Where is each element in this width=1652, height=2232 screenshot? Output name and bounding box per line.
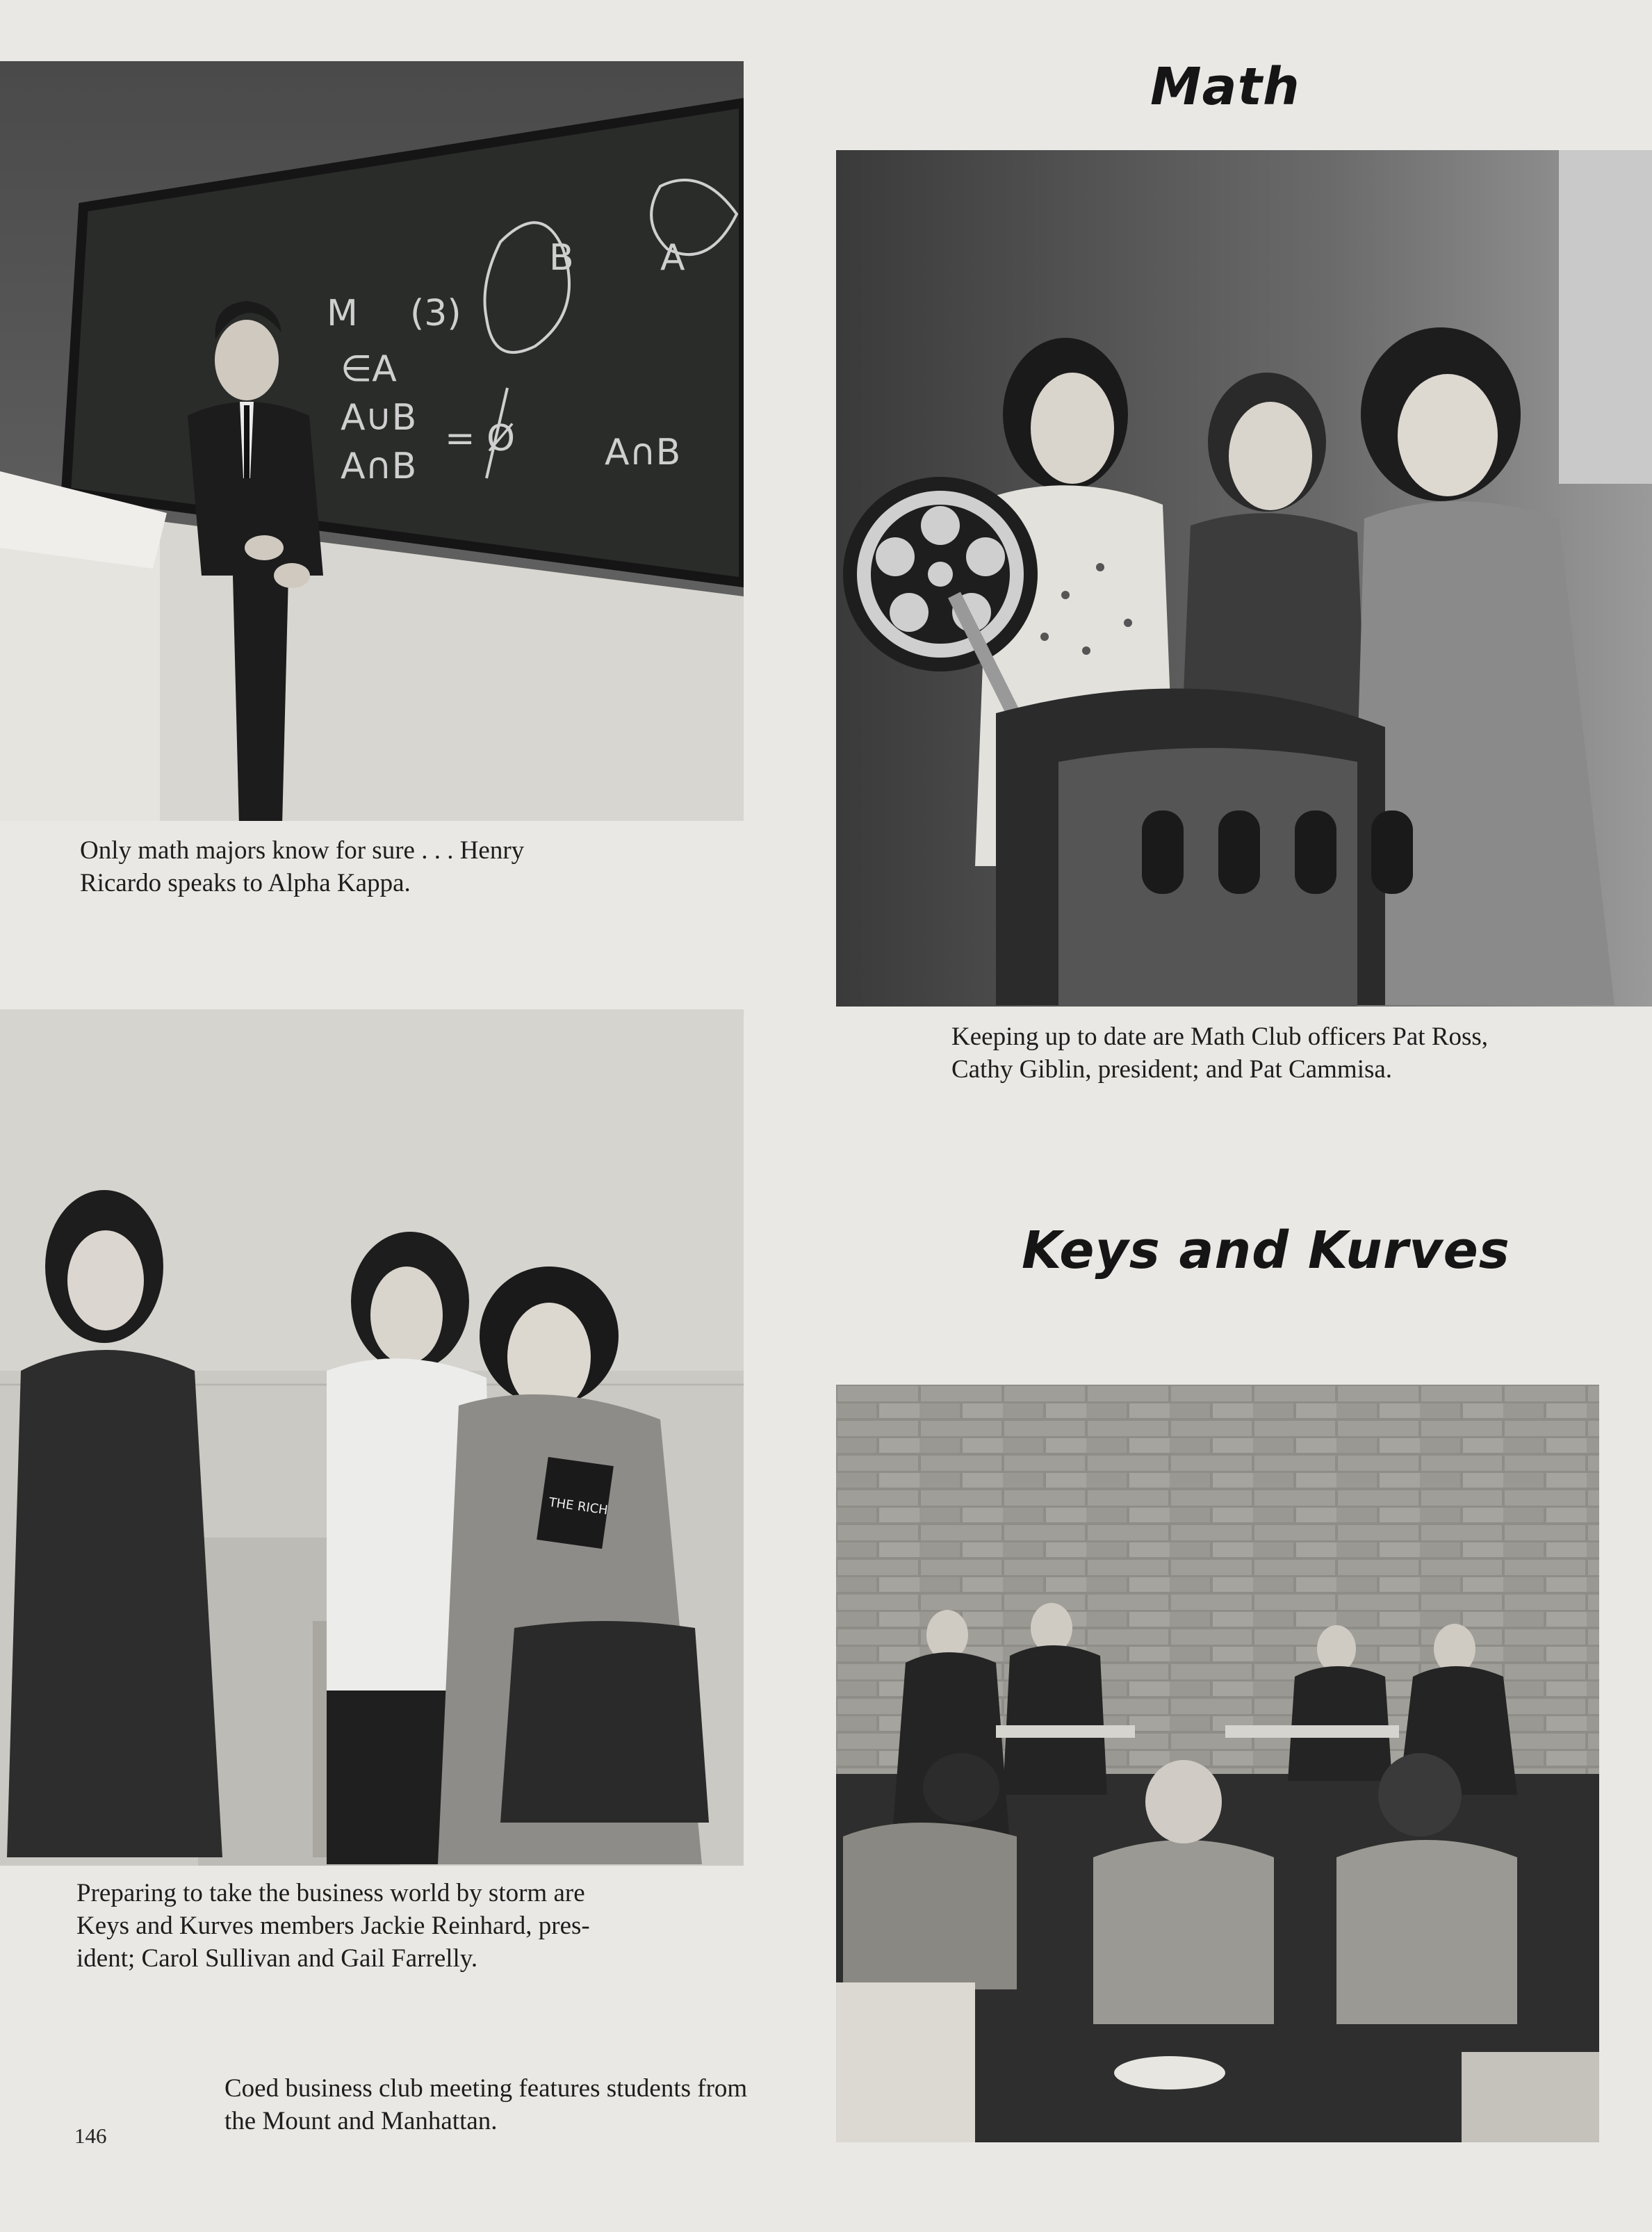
chalk-label-2: (3) <box>410 293 461 334</box>
caption-math-club <box>951 1020 1488 1086</box>
caption-line: Keeping up to date are Math Club officers Pat Ross, <box>951 1023 1489 1051</box>
caption-line: ident; Carol Sullivan and Gail Farrelly. <box>76 1944 478 1973</box>
caption-keys-members <box>76 1877 590 1975</box>
caption-line: Preparing to take the business world by storm are <box>76 1879 585 1907</box>
caption-line: the Mount and Manhattan. <box>224 2107 498 2135</box>
photo-club-meeting <box>836 1385 1599 2142</box>
caption-math-majors <box>80 834 524 899</box>
chalk-label-4: A <box>660 237 685 279</box>
chalk-label-5: ∈A <box>341 348 397 390</box>
photo-keys-members <box>0 1009 744 1866</box>
heading-math: Math <box>1150 57 1300 117</box>
heading-keys-and-kurves: Keys and Kurves <box>1022 1221 1510 1280</box>
caption-line: Ricardo speaks to Alpha Kappa. <box>80 869 411 897</box>
chalk-label-8: = Ø <box>445 418 516 459</box>
caption-line: Coed business club meeting features students from <box>224 2074 748 2103</box>
page-number: 146 <box>74 2124 107 2148</box>
caption-coed-meeting <box>224 2072 747 2137</box>
caption-line: Cathy Giblin, president; and Pat Cammisa. <box>951 1055 1393 1084</box>
chalk-label-9: A∩B <box>605 432 681 473</box>
chalk-label-1: M <box>327 293 358 334</box>
chalk-label-3: B <box>549 237 574 279</box>
photo-blackboard-lecture <box>0 61 744 821</box>
photo-projector-officers <box>836 150 1652 1007</box>
chalk-label-6: A∪B <box>341 397 417 439</box>
book-title: THE RICH <box>548 1494 609 1518</box>
chalk-label-7: A∩B <box>341 446 417 487</box>
caption-line: Only math majors know for sure . . . Henry <box>80 836 525 865</box>
caption-line: Keys and Kurves members Jackie Reinhard, pres- <box>76 1912 590 1940</box>
